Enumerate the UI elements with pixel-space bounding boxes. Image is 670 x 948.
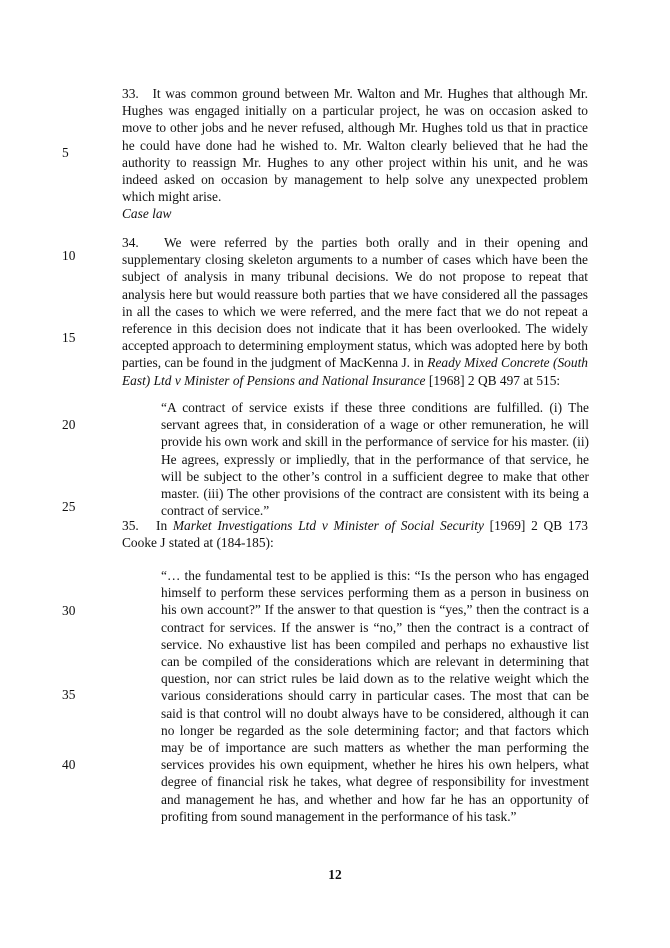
line-number-10: 10: [62, 248, 76, 263]
line-number-15: 15: [62, 330, 76, 345]
line-number-35: 35: [62, 687, 76, 702]
line-number-20: 20: [62, 417, 76, 432]
case-citation-ready-mixed-concrete: Ready Mixed Concrete (South East) Ltd v Minister of Pensions and National Insurance: [122, 355, 588, 388]
paragraph-34-text-before: 34. We were referred by the parties both orally and in their opening and supplementary closing skeleton arguments to a number of cases which have been the subject of analysis in many tribunal decisions. We do not propose to repeat that analysis here but would reassure both parties that we have considered all the passages in all the cases to which we were referred, and the mere fact that we do not repeat a reference in this decision does not indicate that it has been overlooked. The widely accepted approach to determining employment status, which was adopted here by both parties, can be found in the judgment of MacKenna J. in: [122, 235, 588, 371]
paragraph-33: [122, 85, 588, 205]
line-number-5: 5: [62, 145, 69, 160]
paragraph-34: [122, 234, 588, 389]
paragraph-35: [122, 517, 588, 551]
paragraph-35-text-before: 35. In: [122, 518, 173, 533]
line-number-30: 30: [62, 603, 76, 618]
case-citation-market-investigations: Market Investigations Ltd v Minister of Social Security: [172, 518, 484, 533]
section-heading-case-law: Case law: [122, 206, 172, 221]
quotation-1-text: “A contract of service exists if these three conditions are fulfilled. (i) The servant agrees that, in consideration of a wage or other remuneration, he will provide his own work and skill in the performance of service for his master. (ii) He agrees, expressly or impliedly, that in the performance of that service, he will be subject to the other’s control in a sufficient degree to make that other master. (iii) The other provisions of the contract are consistent with its being a contract of service.”: [161, 400, 589, 519]
quotation-2-text: “… the fundamental test to be applied is this: “Is the person who has engaged himself to perform these services performing them as a person in business on his own account?” If the answer to that question is “yes,” then the contract is a contract for services. If the answer is “no,” then the contract is a contract of service. No exhaustive list has been compiled and perhaps no exhaustive list can be compiled of the considerations which are relevant in determining that question, nor can strict rules be laid down as to the relative weight which the various considerations should carry in particular cases. The most that can be said is that control will no doubt always have to be considered, although it can no longer be regarded as the sole determining factor; and that factors which may be of importance are such matters as whether the man performing the services provides his own equipment, whether he hires his own helpers, what degree of financial risk he takes, what degree of responsibility for investment and management he has, and whether and how far he has an opportunity of profiting from sound management in the performance of his task.”: [161, 568, 589, 824]
quotation-ready-mixed-concrete: [161, 399, 589, 519]
line-number-25: 25: [62, 499, 76, 514]
paragraph-35-text-after: [1969] 2 QB 173 Cooke J stated at (184-185):: [122, 518, 588, 551]
quotation-market-investigations: [161, 567, 589, 825]
paragraph-33-text: 33. It was common ground between Mr. Walton and Mr. Hughes that although Mr. Hughes was engaged initially on a particular project, he was on occasion asked to move to other jobs and he never refused, although Mr. Hughes told us that in practice he could have done had he wished to. Mr. Walton clearly believed that he had the authority to reassign Mr. Hughes to any other project within his unit, and he was indeed asked on occasion by management to help solve any unexpected problem which might arise.: [122, 86, 588, 205]
line-number-40: 40: [62, 757, 76, 772]
page-number: 12: [328, 867, 342, 882]
paragraph-34-text-after: [1968] 2 QB 497 at 515:: [425, 372, 561, 388]
